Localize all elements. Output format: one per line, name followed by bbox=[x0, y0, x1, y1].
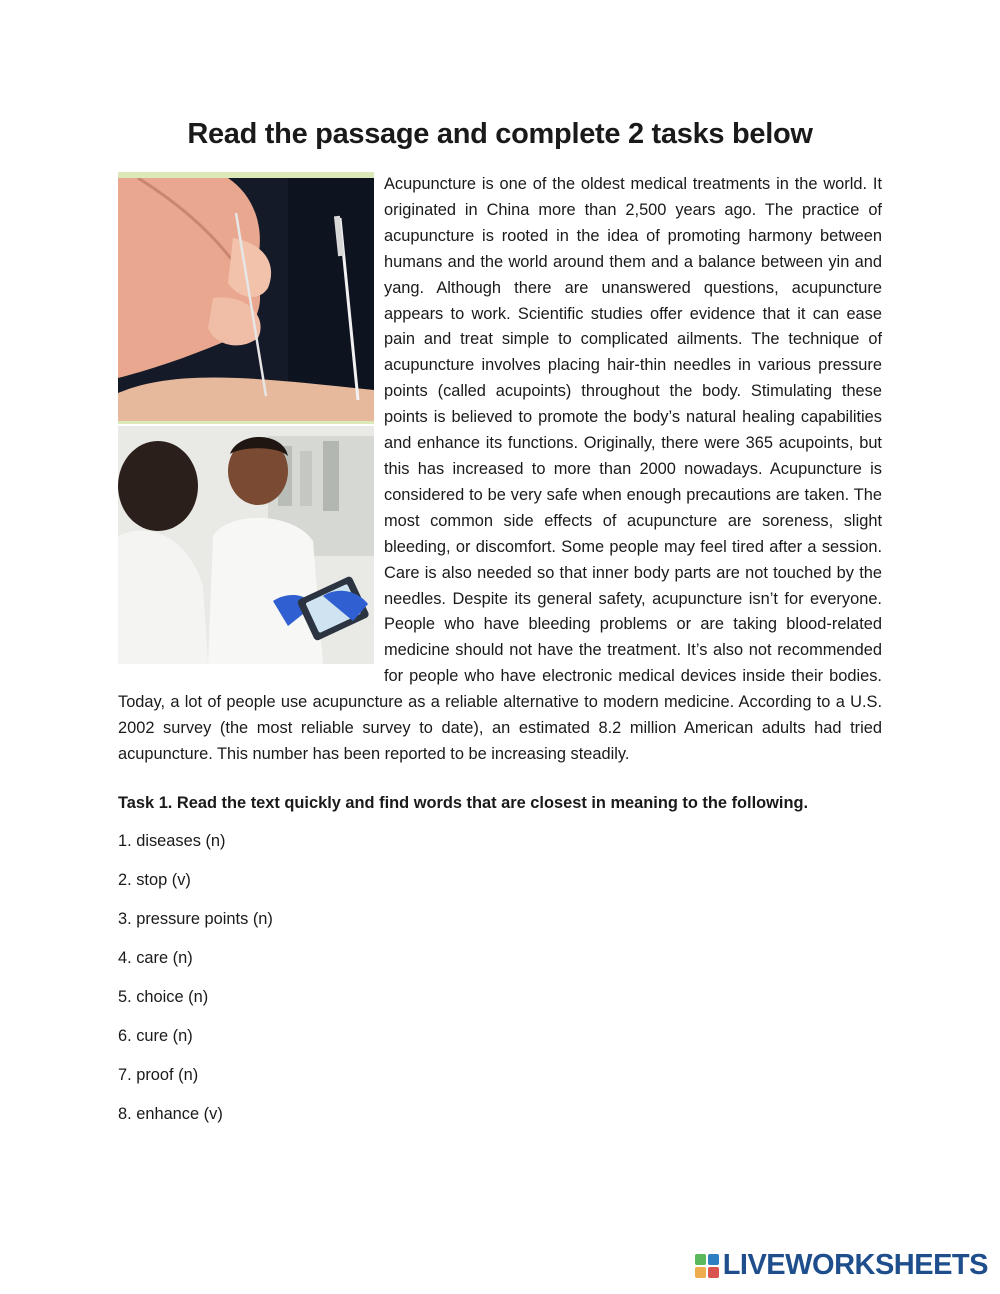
task1-list bbox=[118, 831, 882, 1143]
task1-item: 5. choice (n) bbox=[118, 987, 209, 1006]
task1-item: 3. pressure points (n) bbox=[118, 909, 273, 928]
liveworksheets-logo bbox=[695, 1249, 988, 1282]
logo-square-icon bbox=[695, 1254, 706, 1265]
logo-square-icon bbox=[708, 1267, 719, 1278]
page-title: Read the passage and complete 2 tasks below bbox=[187, 118, 813, 150]
logo-square-icon bbox=[708, 1254, 719, 1265]
logo-square-icon bbox=[695, 1267, 706, 1278]
task1-item: 8. enhance (v) bbox=[118, 1104, 223, 1123]
brand-name: LIVEWORKSHEETS bbox=[722, 1249, 988, 1281]
task1-heading: Task 1. Read the text quickly and find words that are closest in meaning to the following. bbox=[118, 793, 809, 812]
reading-passage: Acupuncture is one of the oldest medical treatments in the world. It originated in China more than 2,500 years ago. The practice of acupuncture is rooted in the idea of promoting harmony between humans and the world around them and a balance between yin and yang. Although there are unanswered questions, acupuncture appears to work. Scientific studies offer evidence that it can ease pain and treat simple to complicated ailments. The technique of acupuncture involves placing hair-thin needles in various pressure points (called acupoints) throughout the body. Stimulating these points is believed to promote the body’s natural healing capabilities and enhance its functions. Originally, there were 365 acupoints, but this has increased to more than 2000 nowadays. Acupuncture is considered to be very safe when enough precautions are taken. The most common side effects of acupuncture are soreness, slight bleeding, or discomfort. Some people may feel tired after a session. Care is also needed so that inner body parts are not touched by the needles. Despite its general safety, acupuncture isn’t for everyone. People who have bleeding problems or are taking blood-related medicine should not have the treatment. It’s also not recommended for people who have electronic medical devices inside their bodies. Today, a lot of people use acupuncture as a reliable alternative to modern medicine. According to a U.S. 2002 survey (the most reliable survey to date), an estimated 8.2 million American adults had tried acupuncture. This number has been reported to be increasing steadily. bbox=[118, 175, 882, 763]
lab-researchers-photo bbox=[118, 426, 374, 664]
task1-item: 1. diseases (n) bbox=[118, 831, 226, 850]
liveworksheets-icon bbox=[695, 1254, 719, 1278]
task1-item: 6. cure (n) bbox=[118, 1026, 193, 1045]
acupuncture-needles-photo bbox=[118, 172, 374, 424]
task1-item: 7. proof (n) bbox=[118, 1065, 199, 1084]
task1-item: 2. stop (v) bbox=[118, 870, 191, 889]
task1-item: 4. care (n) bbox=[118, 948, 193, 967]
photo-column bbox=[118, 172, 374, 664]
content-area bbox=[118, 172, 882, 1143]
